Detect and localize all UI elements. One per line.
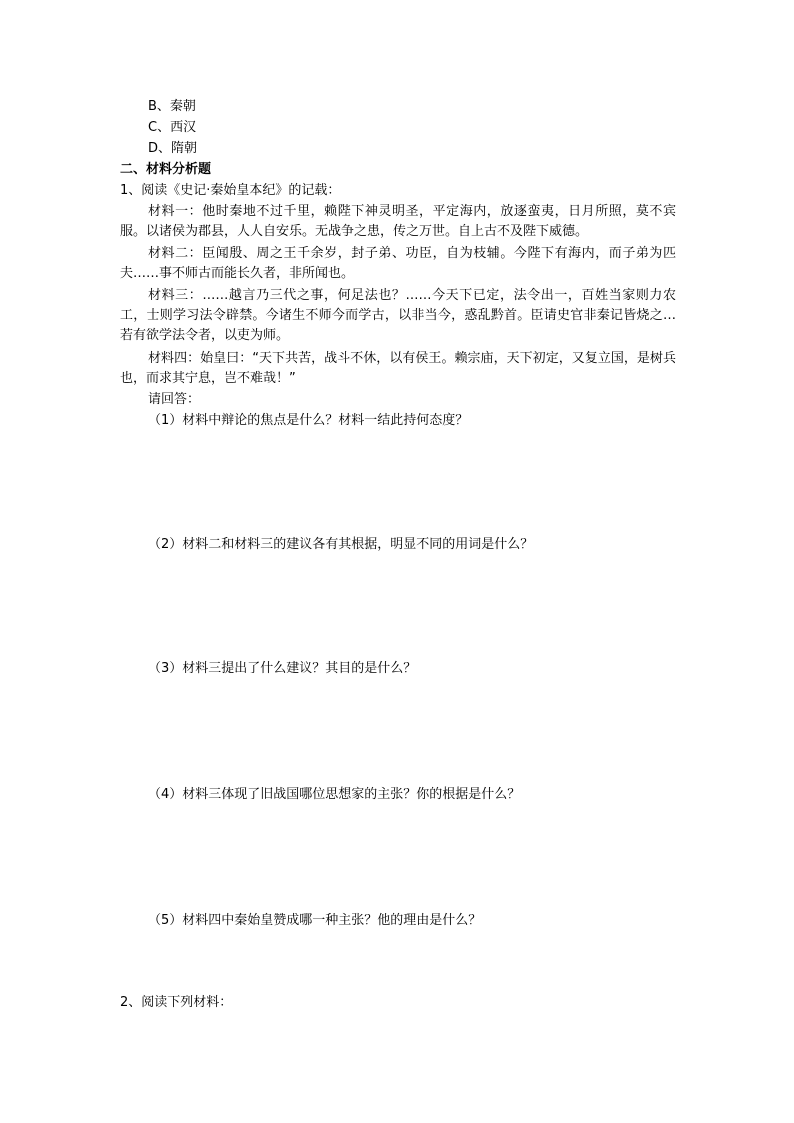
option-c: C、西汉	[148, 120, 197, 135]
material-4: 材料四：始皇曰：“天下共苦，战斗不休，以有侯王。赖宗庙，天下初定，又复立国，是树兵也，而求其宁息，岂不难哉！”	[120, 351, 676, 386]
answer-prompt: 请回答：	[148, 392, 201, 407]
material-2: 材料二：臣闻殷、周之王千余岁，封子弟、功臣，自为枝辅。今陛下有海内，而子弟为匹夫……事不师古而能长久者，非所闻也。	[120, 246, 676, 281]
question1-intro: 1、阅读《史记·秦始皇本纪》的记载：	[120, 183, 341, 198]
section-heading: 二、材料分析题	[120, 162, 212, 177]
sub-question-4: （4）材料三体现了旧战国哪位思想家的主张？你的根据是什么？	[148, 787, 521, 802]
sub-question-2: （2）材料二和材料三的建议各有其根据，明显不同的用词是什么？	[148, 537, 534, 552]
option-b: B、秦朝	[148, 99, 196, 114]
sub-question-5: （5）材料四中秦始皇赞成哪一种主张？他的理由是什么？	[148, 913, 482, 928]
sub-question-3: （3）材料三提出了什么建议？其目的是什么？	[148, 661, 417, 676]
option-d: D、隋朝	[148, 141, 198, 156]
question2-intro: 2、阅读下列材料：	[120, 995, 233, 1010]
sub-question-1: （1）材料中辩论的焦点是什么？材料一结此持何态度？	[148, 413, 469, 428]
material-3: 材料三：……越言乃三代之事，何足法也？……今天下已定，法令出一，百姓当家则力农工，士则学习法令辟禁。今诸生不师今而学古，以非当今，惑乱黔首。臣请史官非秦记皆烧之…若有欲学法令者，以吏为师。	[120, 288, 676, 343]
material-1: 材料一：他时秦地不过千里，赖陛下神灵明圣，平定海内，放逐蛮夷，日月所照，莫不宾服。以诸侯为郡县，人人自安乐。无战争之患，传之万世。自上古不及陛下威德。	[120, 204, 676, 239]
